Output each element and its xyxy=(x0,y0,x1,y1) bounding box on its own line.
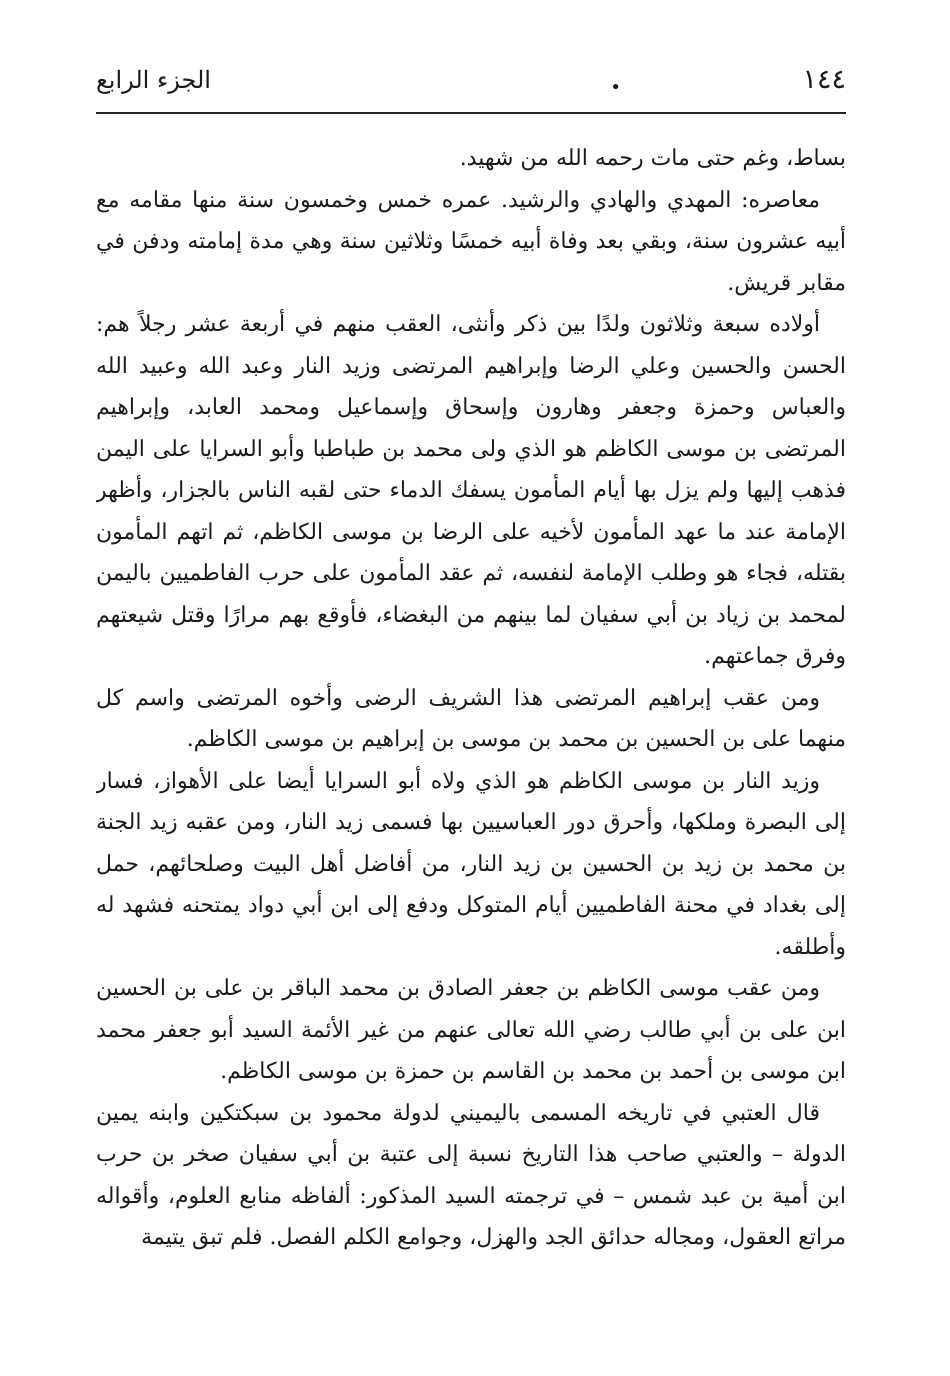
paragraph: أولاده سبعة وثلاثون ولدًا بين ذكر وأنثى، العقب منهم في أربعة عشر رجلاً هم: الحسن والحسين وعلي الرضا وإبراهيم المرتضى وزيد النار وعبد الله وعبيد الله والعباس وحمزة وجعفر وهارون وإسحاق وإسماعيل ومحمد العابد، وإبراهيم المرتضى بن موسى الكاظم هو الذي ولى محمد بن طباطبا وأبو السرايا على اليمن فذهب إليها ولم يزل بها أيام المأمون يسفك الدماء حتى لقبه الناس بالجزار، وأظهر الإمامة عند ما عهد المأمون لأخيه على الرضا بن موسى الكاظم، ثم اتهم المأمون بقتله، فجاء هو وطلب الإمامة لنفسه، ثم عقد المأمون على حرب الفاطميين باليمن لمحمد بن زياد بن أبي سفيان لما بينهم من البغضاء، فأوقع بهم مرارًا وقتل شيعتهم وفرق جماعتهم. xyxy=(96,312,846,669)
paragraph: معاصره: المهدي والهادي والرشيد. عمره خمس وخمسون سنة منها مقامه مع أبيه عشرون سنة، وبقي بعد وفاة أبيه خمسًا وثلاثين سنة وهي مدة إمامته ودفن في مقابر قريش. xyxy=(96,187,846,296)
paragraph: قال العتبي في تاريخه المسمى باليميني لدولة محمود بن سبكتكين وابنه يمين الدولة – والعتبي صاحب هذا التاريخ نسبة إلى عتبة بن أبي سفيان صخر بن حرب ابن أمية بن عبد شمس – في ترجمته السيد المذكور: ألفاظه منابع العلوم، وأقواله مراتع العقول، ومجاله حدائق الجد والهزل، وجوامع الكلم الفصل. فلم تبق يتيمة xyxy=(96,1100,846,1250)
paragraph: وزيد النار بن موسى الكاظم هو الذي ولاه أبو السرايا أيضا على الأهواز، فسار إلى البصرة وملكها، وأحرق دور العباسيين بها فسمى زيد النار، ومن عقبه زيد الجنة بن محمد بن زيد بن الحسين بن زيد النار، من أفاضل أهل البيت وصلحائهم، حمل إلى بغداد في محنة الفاطميين أيام المتوكل ودفع إلى ابن أبي دواد يمتحنه فشهد له وأطلقه. xyxy=(96,768,846,960)
paragraph: بساط، وغم حتى مات رحمه الله من شهيد. xyxy=(459,146,846,171)
header-rule xyxy=(96,112,846,114)
paragraph: ومن عقب موسى الكاظم بن جعفر الصادق بن محمد الباقر بن على بن الحسين ابن على بن أبي طالب رضي الله تعالى عنهم من غير الأئمة السيد أبو جعفر محمد ابن موسى بن أحمد بن محمد بن القاسم بن حمزة بن موسى الكاظم. xyxy=(96,976,846,1084)
body-text xyxy=(96,138,846,1288)
header-ornament: • xyxy=(610,77,621,98)
paragraph: ومن عقب إبراهيم المرتضى هذا الشريف الرضى وأخوه المرتضى واسم كل منهما على بن الحسين بن محمد بن موسى بن إبراهيم بن موسى الكاظم. xyxy=(96,685,846,752)
part-title: الجزء الرابع xyxy=(96,66,211,94)
page-header xyxy=(96,58,846,110)
page-number: ١٤٤ xyxy=(802,64,846,95)
